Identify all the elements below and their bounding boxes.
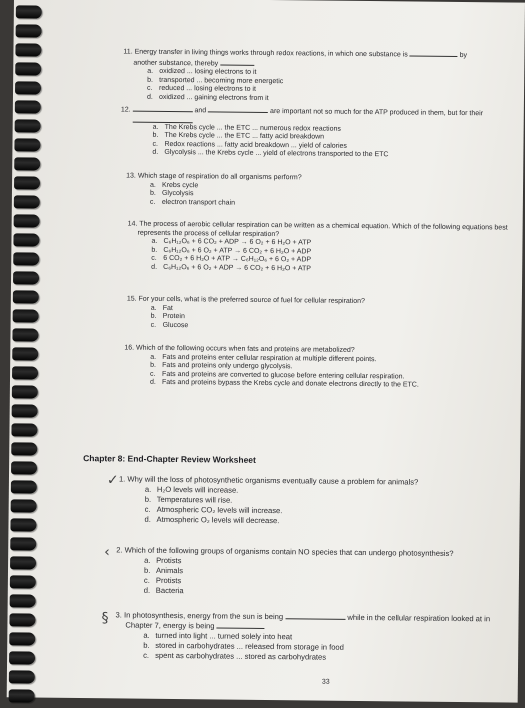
binder-ring <box>10 518 36 531</box>
answer-blank[interactable] <box>133 105 193 113</box>
option-a[interactable]: a. Protists <box>144 555 182 566</box>
binder-ring <box>15 100 41 113</box>
binder-ring <box>9 613 35 626</box>
binder-ring <box>11 442 37 455</box>
binder-ring <box>9 651 35 664</box>
option-d[interactable]: d. Fats and proteins bypass the Krebs cycle and donate electrons directly to the ETC. <box>149 379 419 389</box>
binder-ring <box>14 138 40 151</box>
answer-blank[interactable] <box>410 49 458 57</box>
binder-ring <box>16 5 42 18</box>
option-c[interactable]: c. Glucose <box>150 321 189 329</box>
question-stem: 15. For your cells, what is the preferred source of fuel for cellular respiration? <box>126 295 366 306</box>
binder-ring <box>14 214 40 227</box>
page-number: 33 <box>321 678 330 686</box>
question-stem: 1. Why will the loss of photosynthetic organisms eventually cause a problem for animals? <box>118 474 419 487</box>
binder-ring <box>9 670 35 683</box>
option-a[interactable]: a. H₂O levels will increase. <box>144 484 239 495</box>
option-c[interactable]: c. Atmospheric CO₂ levels will increase. <box>144 504 283 516</box>
options <box>127 304 517 334</box>
option-d[interactable]: d. oxidized ... gaining electrons from it <box>146 93 269 102</box>
answer-blank[interactable] <box>220 58 254 65</box>
question-15 <box>127 296 517 334</box>
options <box>127 238 517 276</box>
binder-ring <box>10 594 36 607</box>
question-stem-cont: Chapter 7, energy is being <box>115 620 517 634</box>
binder-ring <box>10 575 36 588</box>
binder-ring <box>13 271 39 284</box>
question-stem-cont: another substance, thereby <box>123 57 518 72</box>
option-c[interactable]: c. Protists <box>143 575 182 586</box>
question-stem: 11. Energy transfer in living things works through redox reactions, in which one substance is by <box>123 48 468 60</box>
question-stem: 14. The process of aerobic cellular respiration can be written as a chemical equation. Which of the following equations best represents the process of cellular respiration? <box>127 220 508 238</box>
pencil-mark-icon: ‹ <box>104 544 110 561</box>
checkmark-icon: ✓ <box>106 472 119 489</box>
binder-ring <box>12 404 38 417</box>
options <box>116 555 516 599</box>
worksheet-page <box>7 0 525 703</box>
option-b[interactable]: b. Fats and proteins only undergo glycolysis. <box>150 361 293 371</box>
option-a[interactable]: a. Krebs cycle <box>150 181 199 189</box>
page-content <box>77 0 524 703</box>
binder-ring <box>15 62 41 75</box>
option-b[interactable]: b. Animals <box>143 565 184 576</box>
binder-ring <box>13 233 39 246</box>
option-b[interactable]: b. transported ... becoming more energetic <box>147 76 284 85</box>
binder-ring <box>14 195 40 208</box>
options <box>115 630 517 664</box>
binder-ring <box>14 176 40 189</box>
answer-blank[interactable] <box>133 115 193 123</box>
binder-ring <box>11 423 37 436</box>
pencil-mark-icon: § <box>101 610 109 627</box>
option-c[interactable]: c. Fats and proteins are converted to glucose before entering cellular respiration. <box>150 370 405 381</box>
options <box>120 123 520 162</box>
question-stem: 3. In photosynthesis, energy from the sun is being while in the cellular respiration looked at in <box>115 610 491 624</box>
option-d[interactable]: d. Bacteria <box>143 585 184 596</box>
binder-ring <box>15 81 41 94</box>
option-d[interactable]: d. C₆H₁₂O₆ + 6 O₂ + ADP → 6 CO₂ + 6 H₂O + ATP <box>151 263 312 273</box>
binder-ring <box>15 43 41 56</box>
binder-ring <box>9 689 35 702</box>
binder-ring <box>12 385 38 398</box>
binder-ring <box>13 290 39 303</box>
binder-ring <box>13 309 39 322</box>
question-11 <box>123 46 519 106</box>
options <box>126 181 516 211</box>
binder-ring <box>15 119 41 132</box>
option-b[interactable]: b. C₆H₁₂O₆ + 6 O₂ + ATP → 6 CO₂ + 6 H₂O + ADP <box>151 246 312 256</box>
binder-ring <box>9 632 35 645</box>
binder-ring <box>12 347 38 360</box>
question-13 <box>126 173 516 211</box>
option-c[interactable]: c. electron transport chain <box>149 198 236 207</box>
option-c[interactable]: c. 6 CO₂ + 6 H₂O + ATP → C₆H₁₂O₆ + 6 O₂ + ADP <box>151 255 312 264</box>
binder-ring <box>12 366 38 379</box>
options <box>124 353 516 391</box>
option-a[interactable]: a. oxidized ... losing electrons to it <box>147 67 257 77</box>
binder-ring <box>13 252 39 265</box>
option-b[interactable]: b. Protein <box>150 312 185 321</box>
answer-blank[interactable] <box>208 105 268 113</box>
binder-rings <box>7 0 44 698</box>
binder-ring <box>16 24 42 37</box>
binder-ring <box>10 537 36 550</box>
option-b[interactable]: b. The Krebs cycle ... the ETC ... fatty acid breakdown <box>152 131 325 141</box>
chapter-question-2 <box>116 545 517 599</box>
option-b[interactable]: b. Temperatures will rise. <box>144 494 233 505</box>
answer-blank[interactable] <box>217 621 265 629</box>
question-stem: 13. Which stage of respiration do all organisms perform? <box>126 172 302 182</box>
binder-ring <box>11 461 37 474</box>
option-c[interactable]: c. reduced ... losing electrons to it <box>147 85 256 94</box>
chapter-heading: Chapter 8: End-Chapter Review Worksheet <box>83 453 256 465</box>
question-14 <box>127 221 518 277</box>
binder-ring <box>11 499 37 512</box>
option-c[interactable]: c. Redox reactions ... fatty acid breakdown ... yield of calories <box>152 140 347 150</box>
option-b[interactable]: b. Glycolysis <box>149 189 194 198</box>
question-16 <box>124 344 516 391</box>
question-stem: 12. and are important not so much for the ATP produced in them, but for their <box>120 106 484 118</box>
option-d[interactable]: d. Atmospheric O₂ levels will decrease. <box>144 514 280 526</box>
options <box>118 484 513 528</box>
option-d[interactable]: d. Glycolysis ... the Krebs cycle ... yield of electrons transported to the ETC <box>152 149 389 159</box>
options <box>123 68 518 107</box>
option-b[interactable]: b. stored in carbohydrates ... released from storage in food <box>143 640 344 652</box>
chapter-question-3 <box>115 610 518 664</box>
binder-ring <box>12 328 38 341</box>
question-stem: 2. Which of the following groups of organisms contain NO species that can undergo photosynthesis? <box>116 545 454 558</box>
question-12 <box>120 104 521 161</box>
chapter-question-1 <box>118 474 514 528</box>
option-a[interactable]: a. turned into light ... turned solely into heat <box>143 630 293 642</box>
option-c[interactable]: c. spent as carbohydrates ... stored as carbohydrates <box>143 650 327 662</box>
question-stem: 16. Which of the following occurs when fats and proteins are metabolized? <box>124 344 355 354</box>
option-a[interactable]: a. The Krebs cycle ... the ETC ... numerous redox reactions <box>152 123 341 133</box>
binder-ring <box>14 157 40 170</box>
option-a[interactable]: a. Fat <box>150 304 173 312</box>
answer-blank[interactable] <box>285 612 345 620</box>
option-a[interactable]: a. Fats and proteins enter cellular respiration at multiple different points. <box>150 353 377 363</box>
binder-ring <box>10 556 36 569</box>
binder-ring <box>11 480 37 493</box>
option-a[interactable]: a. C₆H₁₂O₆ + 6 CO₂ + ADP → 6 O₂ + 6 H₂O + ATP <box>151 237 312 247</box>
